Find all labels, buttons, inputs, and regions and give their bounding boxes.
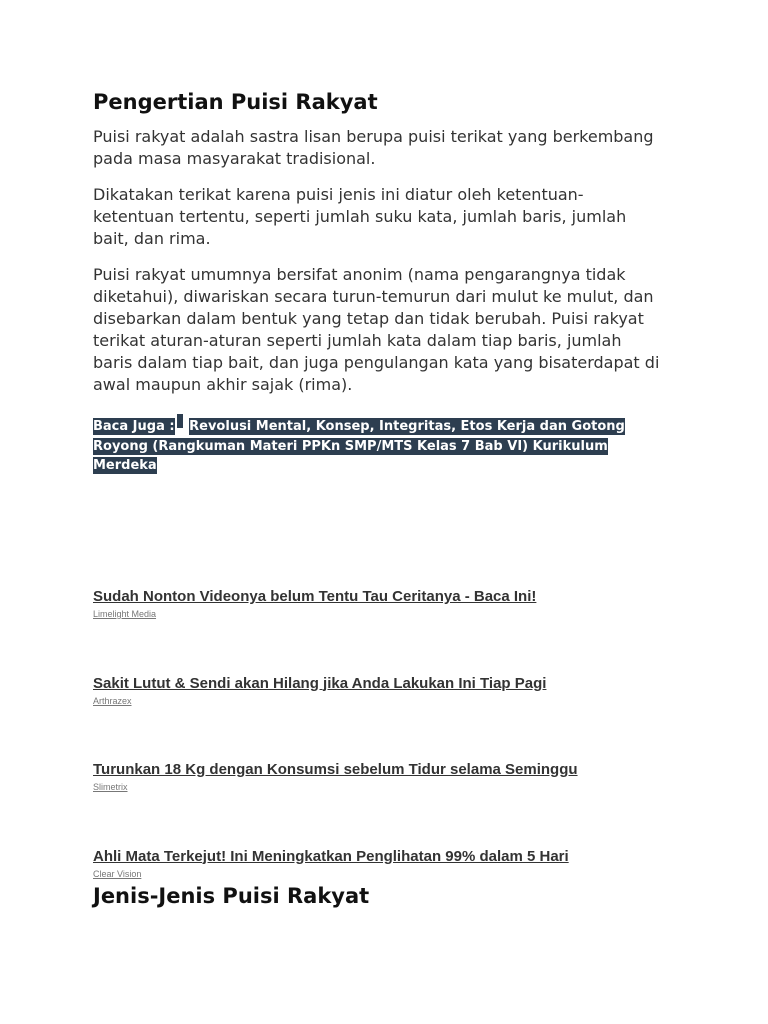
ad-source-link[interactable]: Clear Vision [93, 868, 142, 879]
section-heading-jenis: Jenis-Jenis Puisi Rakyat [93, 884, 370, 908]
ad-title-link[interactable]: Sudah Nonton Videonya belum Tentu Tau Ceritanya - Baca Ini! [93, 588, 537, 605]
baca-juga-box [93, 414, 663, 476]
paragraph-1: Puisi rakyat adalah sastra lisan berupa puisi terikat yang berkembang pada masa masyarakat tradisional. [93, 127, 654, 168]
text-cursor-icon [177, 414, 183, 428]
ad-title-link[interactable]: Sakit Lutut & Sendi akan Hilang jika Anda Lakukan Ini Tiap Pagi [93, 674, 547, 692]
ad-source-link[interactable]: Slimetrix [93, 782, 128, 792]
baca-juga-link[interactable]: Revolusi Mental, Konsep, Integritas, Etos Kerja dan Gotong Royong (Rangkuman Materi PPKn SMP/MTS Kelas 7 Bab VI) Kurikulum Merdeka [93, 419, 625, 473]
ad-source-link[interactable]: Arthrazex [93, 695, 132, 706]
ad-title-link[interactable]: Turunkan 18 Kg dengan Konsumsi sebelum Tidur selama Seminggu [93, 761, 578, 778]
ad-item [93, 675, 693, 762]
baca-juga-label: Baca Juga : [93, 419, 175, 434]
paragraph-2: Dikatakan terikat karena puisi jenis ini diatur oleh ketentuan-ketentuan tertentu, seperti jumlah suku kata, jumlah baris, jumlah bait, dan rima. [93, 185, 627, 248]
ad-item [93, 761, 693, 848]
paragraph-3: Puisi rakyat umumnya bersifat anonim (nama pengarangnya tidak diketahui), diwariskan secara turun-temurun dari mulut ke mulut, dan disebarkan dalam bentuk yang tetap dan tidak berubah. Puisi rakyat terikat aturan-aturan seperti jumlah kata dalam tiap baris, jumlah baris dalam tiap bait, dan juga pengulangan kata yang bisaterdapat di awal maupun akhir sajak (rima). [93, 265, 660, 394]
ad-item [93, 588, 693, 675]
article-body [93, 88, 663, 476]
ad-source-link[interactable]: Limelight Media [93, 609, 157, 619]
section-heading-pengertian: Pengertian Puisi Rakyat [93, 90, 378, 114]
ad-title-link[interactable]: Ahli Mata Terkejut! Ini Meningkatkan Penglihatan 99% dalam 5 Hari [93, 847, 569, 865]
